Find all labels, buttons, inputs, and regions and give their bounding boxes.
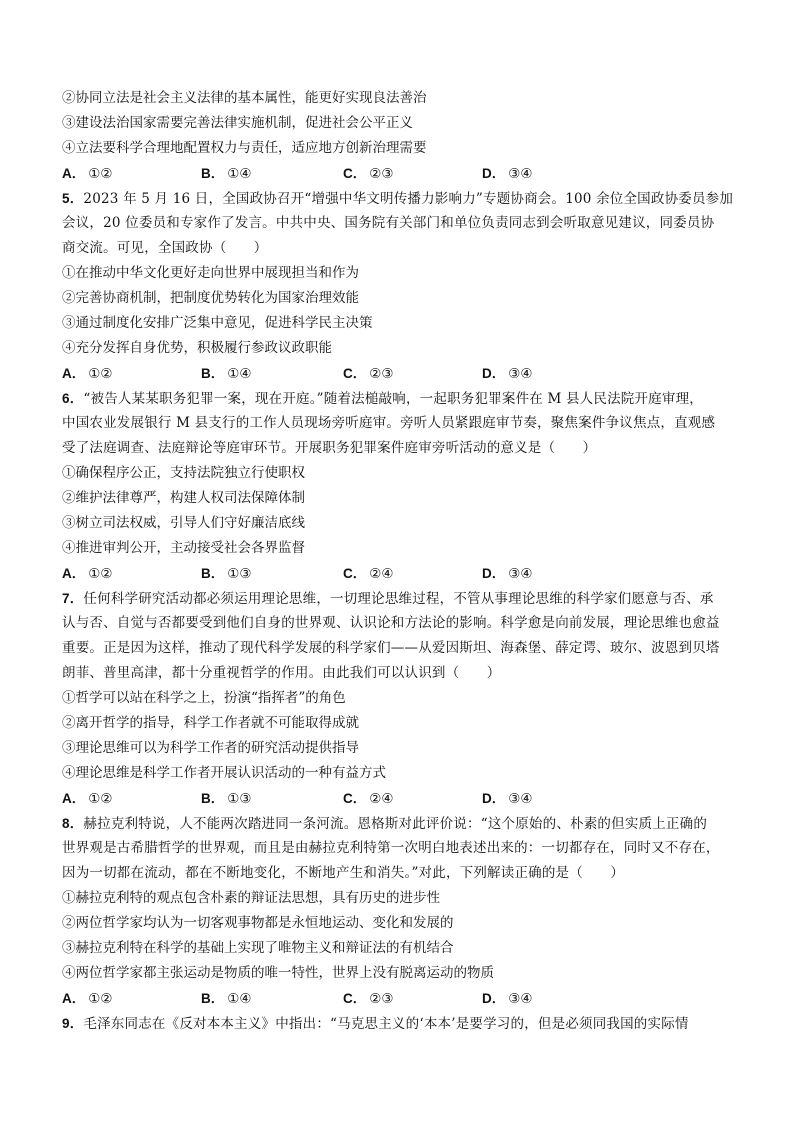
option-b: B． ①④: [201, 991, 252, 1007]
statement-item: ④两位哲学家都主张运动是物质的唯一特性，世界上没有脱离运动的物质: [62, 965, 494, 981]
option-d: D． ③④: [482, 166, 533, 182]
statement-item: ④充分发挥自身优势，积极履行参政议政职能: [62, 340, 332, 356]
option-d: D． ③④: [482, 566, 533, 582]
question-number: 5．: [62, 191, 84, 206]
option-a: A． ①②: [62, 991, 113, 1007]
option-c: C． ②③: [343, 991, 394, 1007]
statement-item: ④理论思维是科学工作者开展认识活动的一种有益方式: [62, 765, 386, 781]
option-c: C． ②④: [343, 566, 394, 582]
question-7: [62, 586, 732, 811]
statement-item: ①确保程序公正，支持法院独立行使职权: [62, 465, 305, 481]
answer-options: [62, 786, 732, 811]
statement-item: ②完善协商机制，把制度优势转化为国家治理效能: [62, 290, 359, 306]
option-a: A． ①②: [62, 166, 113, 182]
answer-options: [62, 561, 732, 586]
option-b: B． ①④: [201, 366, 252, 382]
question-stem-line: 中国农业发展银行 M 县支行的工作人员现场旁听庭审。旁听人员紧跟庭审节奏，聚焦案件争议焦点，直观感: [62, 415, 716, 431]
question-stem-line: 8．赫拉克利特说，人不能两次踏进同一条河流。恩格斯对此评价说：“这个原始的、朴素的但实质上正确的: [62, 816, 708, 832]
question-4-continuation: [62, 86, 732, 186]
question-9: [62, 1011, 732, 1036]
option-d: D． ③④: [482, 791, 533, 807]
question-stem-line: 认与否、自觉与否都要受到他们自身的世界观、认识论和方法论的影响。科学愈是向前发展，理论思维也愈益: [62, 615, 720, 631]
statement-item: ③理论思维可以为科学工作者的研究活动提供指导: [62, 740, 359, 756]
option-d: D． ③④: [482, 366, 533, 382]
statement-item: ②维护法律尊严，构建人权司法保障体制: [62, 490, 305, 506]
option-c: C． ②④: [343, 791, 394, 807]
question-6: [62, 386, 732, 586]
statement-item: ②两位哲学家均认为一切客观事物都是永恒地运动、变化和发展的: [62, 915, 454, 931]
statement-item: ①哲学可以站在科学之上，扮演“指挥者”的角色: [62, 690, 346, 706]
answer-options: [62, 161, 732, 186]
question-stem-line: 5．2023 年 5 月 16 日，全国政协召开“增强中华文明传播力影响力”专题协商会。100 余位全国政协委员参加: [62, 191, 734, 207]
question-number: 6．: [62, 391, 84, 406]
option-a: A． ①②: [62, 366, 113, 382]
question-stem-line: 7．任何科学研究活动都必须运用理论思维，一切理论思维过程，不管从事理论思维的科学家们愿意与否、承: [62, 591, 714, 607]
question-stem-line: 重要。正是因为这样，推动了现代科学发展的科学家们——从爱因斯坦、海森堡、薛定谔、玻尔、波恩到贝塔: [62, 640, 720, 656]
question-number: 7．: [62, 591, 84, 606]
statement-item: ②离开哲学的指导，科学工作者就不可能取得成就: [62, 715, 359, 731]
question-stem-line: 因为一切都在流动，都在不断地变化，不断地产生和消失。”对此，下列解读正确的是（ ）: [62, 865, 625, 881]
question-stem-line: 商交流。可见，全国政协（ ）: [62, 240, 268, 256]
option-b: B． ①③: [201, 791, 252, 807]
statement-item: ②协同立法是社会主义法律的基本属性，能更好实现良法善治: [62, 90, 427, 106]
question-stem-line: 6．“被告人某某职务犯罪一案，现在开庭。”随着法槌敲响，一起职务犯罪案件在 M 县人民法院开庭审理，: [62, 391, 703, 407]
option-a: A． ①②: [62, 791, 113, 807]
question-stem-line: 朗菲、普里高津，都十分重视哲学的作用。由此我们可以认识到（ ）: [62, 665, 501, 681]
statement-item: ③通过制度化安排广泛集中意见，促进科学民主决策: [62, 315, 373, 331]
question-stem-line: 世界观是古希腊哲学的世界观，而且是由赫拉克利特第一次明白地表述出来的：一切都存在，同时又不存在，: [62, 840, 720, 856]
option-b: B． ①④: [201, 166, 252, 182]
statement-item: ③赫拉克利特在科学的基础上实现了唯物主义和辩证法的有机结合: [62, 940, 454, 956]
option-b: B． ①③: [201, 566, 252, 582]
answer-options: [62, 986, 732, 1011]
answer-options: [62, 361, 732, 386]
question-8: [62, 811, 732, 1011]
option-d: D． ③④: [482, 991, 533, 1007]
question-number: 9．: [62, 1016, 84, 1031]
question-stem-line: 受了法庭调查、法庭辩论等庭审环节。开展职务犯罪案件庭审旁听活动的意义是（ ）: [62, 440, 597, 456]
option-c: C． ②③: [343, 166, 394, 182]
question-stem-line: 9．毛泽东同志在《反对本本主义》中指出：“马克思主义的‘本本’是要学习的，但是必须同我国的实际情: [62, 1016, 689, 1032]
option-a: A． ①②: [62, 566, 113, 582]
question-stem-line: 会议，20 位委员和专家作了发言。中共中央、国务院有关部门和单位负责同志到会听取意见建议，同委员协: [62, 215, 715, 231]
statement-item: ③树立司法权威，引导人们守好廉洁底线: [62, 515, 305, 531]
question-5: [62, 186, 732, 386]
statement-item: ④立法要科学合理地配置权力与责任，适应地方创新治理需要: [62, 140, 427, 156]
statement-item: ①赫拉克利特的观点包含朴素的辩证法思想，具有历史的进步性: [62, 890, 440, 906]
statement-item: ③建设法治国家需要完善法律实施机制，促进社会公平正义: [62, 115, 413, 131]
option-c: C． ②③: [343, 366, 394, 382]
question-number: 8．: [62, 816, 84, 831]
exam-page: [62, 86, 732, 1036]
statement-item: ①在推动中华文化更好走向世界中展现担当和作为: [62, 265, 359, 281]
statement-item: ④推进审判公开，主动接受社会各界监督: [62, 540, 305, 556]
